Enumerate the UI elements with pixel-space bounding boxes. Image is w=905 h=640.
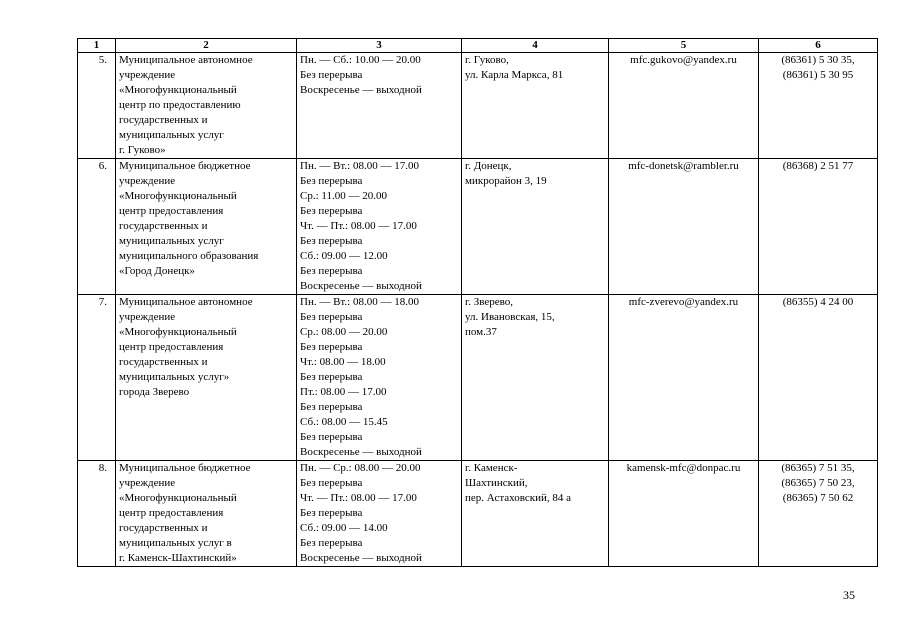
organization-line: г. Гуково» — [119, 144, 166, 156]
table-row — [78, 461, 878, 567]
working-hours-line: Без перерыва — [300, 175, 363, 187]
working-hours-line: Сб.: 09.00 — 12.00 — [300, 250, 388, 262]
working-hours-line: Без перерыва — [300, 265, 363, 277]
organization-line: центр предоставления — [119, 205, 224, 217]
working-hours-line: Воскресенье — выходной — [300, 84, 422, 96]
phone-cell — [759, 461, 878, 567]
organization-line: государственных и — [119, 522, 208, 534]
working-hours-line: Пн. — Вт.: 08.00 — 18.00 — [300, 296, 419, 308]
organization-line: муниципальных услуг — [119, 235, 224, 247]
organization-line: учреждение — [119, 175, 176, 187]
organization-line: Муниципальное бюджетное — [119, 462, 251, 474]
organization-line: государственных и — [119, 220, 208, 232]
working-hours-line: Без перерыва — [300, 69, 363, 81]
address-line: г. Гуково, — [465, 54, 509, 66]
working-hours-line: Воскресенье — выходной — [300, 280, 422, 292]
working-hours-line: Воскресенье — выходной — [300, 446, 422, 458]
organization-cell — [116, 295, 297, 461]
row-number-cell: 5. — [78, 53, 116, 159]
working-hours-line: Сб.: 08.00 — 15.45 — [300, 416, 388, 428]
mfc-table — [77, 38, 878, 567]
header-cell: 5 — [609, 39, 759, 53]
organization-line: муниципального образования — [119, 250, 259, 262]
address-line: микрорайон 3, 19 — [465, 175, 547, 187]
working-hours-line: Без перерыва — [300, 401, 363, 413]
organization-cell — [116, 461, 297, 567]
address-cell — [462, 159, 609, 295]
organization-cell — [116, 159, 297, 295]
address-line: г. Зверево, — [465, 296, 514, 308]
page-number: 35 — [843, 588, 855, 602]
address-line: пер. Астаховский, 84 а — [465, 492, 571, 504]
organization-line: муниципальных услуг в — [119, 537, 232, 549]
phone-cell — [759, 53, 878, 159]
working-hours-cell — [297, 461, 462, 567]
working-hours-line: Пт.: 08.00 — 17.00 — [300, 386, 387, 398]
working-hours-line: Без перерыва — [300, 311, 363, 323]
working-hours-line: Без перерыва — [300, 341, 363, 353]
organization-line: центр предоставления — [119, 341, 224, 353]
table-body — [78, 53, 878, 567]
phone-cell — [759, 295, 878, 461]
row-number-cell: 8. — [78, 461, 116, 567]
phone-line: (86365) 7 51 35, — [781, 462, 855, 474]
organization-line: «Многофункциональный — [119, 326, 237, 338]
address-line: пом.37 — [465, 326, 497, 338]
organization-line: «Многофункциональный — [119, 84, 237, 96]
header-cell: 2 — [116, 39, 297, 53]
organization-line: центр по предоставлению — [119, 99, 241, 111]
organization-line: «Многофункциональный — [119, 190, 237, 202]
phone-line: (86365) 7 50 23, — [781, 477, 855, 489]
working-hours-line: Пн. — Ср.: 08.00 — 20.00 — [300, 462, 421, 474]
email-cell: mfc-zverevo@yandex.ru — [609, 295, 759, 461]
header-cell: 4 — [462, 39, 609, 53]
organization-cell — [116, 53, 297, 159]
working-hours-line: Сб.: 09.00 — 14.00 — [300, 522, 388, 534]
organization-line: муниципальных услуг» — [119, 371, 230, 383]
phone-line: (86365) 7 50 62 — [782, 492, 854, 504]
working-hours-line: Ср.: 11.00 — 20.00 — [300, 190, 387, 202]
organization-line: учреждение — [119, 477, 176, 489]
working-hours-line: Без перерыва — [300, 235, 363, 247]
address-line: г. Каменск- — [465, 462, 518, 474]
organization-line: государственных и — [119, 356, 208, 368]
phone-cell — [759, 159, 878, 295]
working-hours-cell — [297, 53, 462, 159]
working-hours-line: Без перерыва — [300, 205, 363, 217]
address-line: ул. Карла Маркса, 81 — [465, 69, 564, 81]
header-cell: 3 — [297, 39, 462, 53]
organization-line: государственных и — [119, 114, 208, 126]
working-hours-line: Пн. — Вт.: 08.00 — 17.00 — [300, 160, 419, 172]
phone-line: (86355) 4 24 00 — [782, 296, 854, 308]
email-cell: mfc-donetsk@rambler.ru — [609, 159, 759, 295]
address-cell — [462, 53, 609, 159]
working-hours-line: Ср.: 08.00 — 20.00 — [300, 326, 388, 338]
table-row — [78, 53, 878, 159]
organization-line: Муниципальное бюджетное — [119, 160, 251, 172]
working-hours-line: Без перерыва — [300, 477, 363, 489]
organization-line: центр предоставления — [119, 507, 224, 519]
address-line: г. Донецк, — [465, 160, 512, 172]
organization-line: Муниципальное автономное — [119, 296, 253, 308]
working-hours-cell — [297, 159, 462, 295]
working-hours-line: Чт.: 08.00 — 18.00 — [300, 356, 386, 368]
working-hours-line: Без перерыва — [300, 507, 363, 519]
address-cell — [462, 295, 609, 461]
organization-line: г. Каменск-Шахтинский» — [119, 552, 237, 564]
working-hours-line: Чт. — Пт.: 08.00 — 17.00 — [300, 220, 417, 232]
organization-line: муниципальных услуг — [119, 129, 224, 141]
organization-line: города Зверево — [119, 386, 190, 398]
email-cell: mfc.gukovo@yandex.ru — [609, 53, 759, 159]
organization-line: «Город Донецк» — [119, 265, 195, 277]
phone-line: (86361) 5 30 35, — [781, 54, 855, 66]
phone-line: (86361) 5 30 95 — [782, 69, 854, 81]
working-hours-line: Без перерыва — [300, 431, 363, 443]
header-cell: 6 — [759, 39, 878, 53]
working-hours-line: Чт. — Пт.: 08.00 — 17.00 — [300, 492, 417, 504]
row-number-cell: 6. — [78, 159, 116, 295]
address-line: Шахтинский, — [465, 477, 528, 489]
address-line: ул. Ивановская, 15, — [465, 311, 555, 323]
organization-line: «Многофункциональный — [119, 492, 237, 504]
table-row — [78, 295, 878, 461]
working-hours-line: Без перерыва — [300, 537, 363, 549]
address-cell — [462, 461, 609, 567]
table-row — [78, 159, 878, 295]
email-cell: kamensk-mfc@donpac.ru — [609, 461, 759, 567]
organization-line: Муниципальное автономное — [119, 54, 253, 66]
working-hours-cell — [297, 295, 462, 461]
working-hours-line: Воскресенье — выходной — [300, 552, 422, 564]
header-row — [78, 39, 878, 53]
organization-line: учреждение — [119, 311, 176, 323]
working-hours-line: Пн. — Сб.: 10.00 — 20.00 — [300, 54, 421, 66]
row-number-cell: 7. — [78, 295, 116, 461]
working-hours-line: Без перерыва — [300, 371, 363, 383]
organization-line: учреждение — [119, 69, 176, 81]
header-cell: 1 — [78, 39, 116, 53]
phone-line: (86368) 2 51 77 — [782, 160, 854, 172]
